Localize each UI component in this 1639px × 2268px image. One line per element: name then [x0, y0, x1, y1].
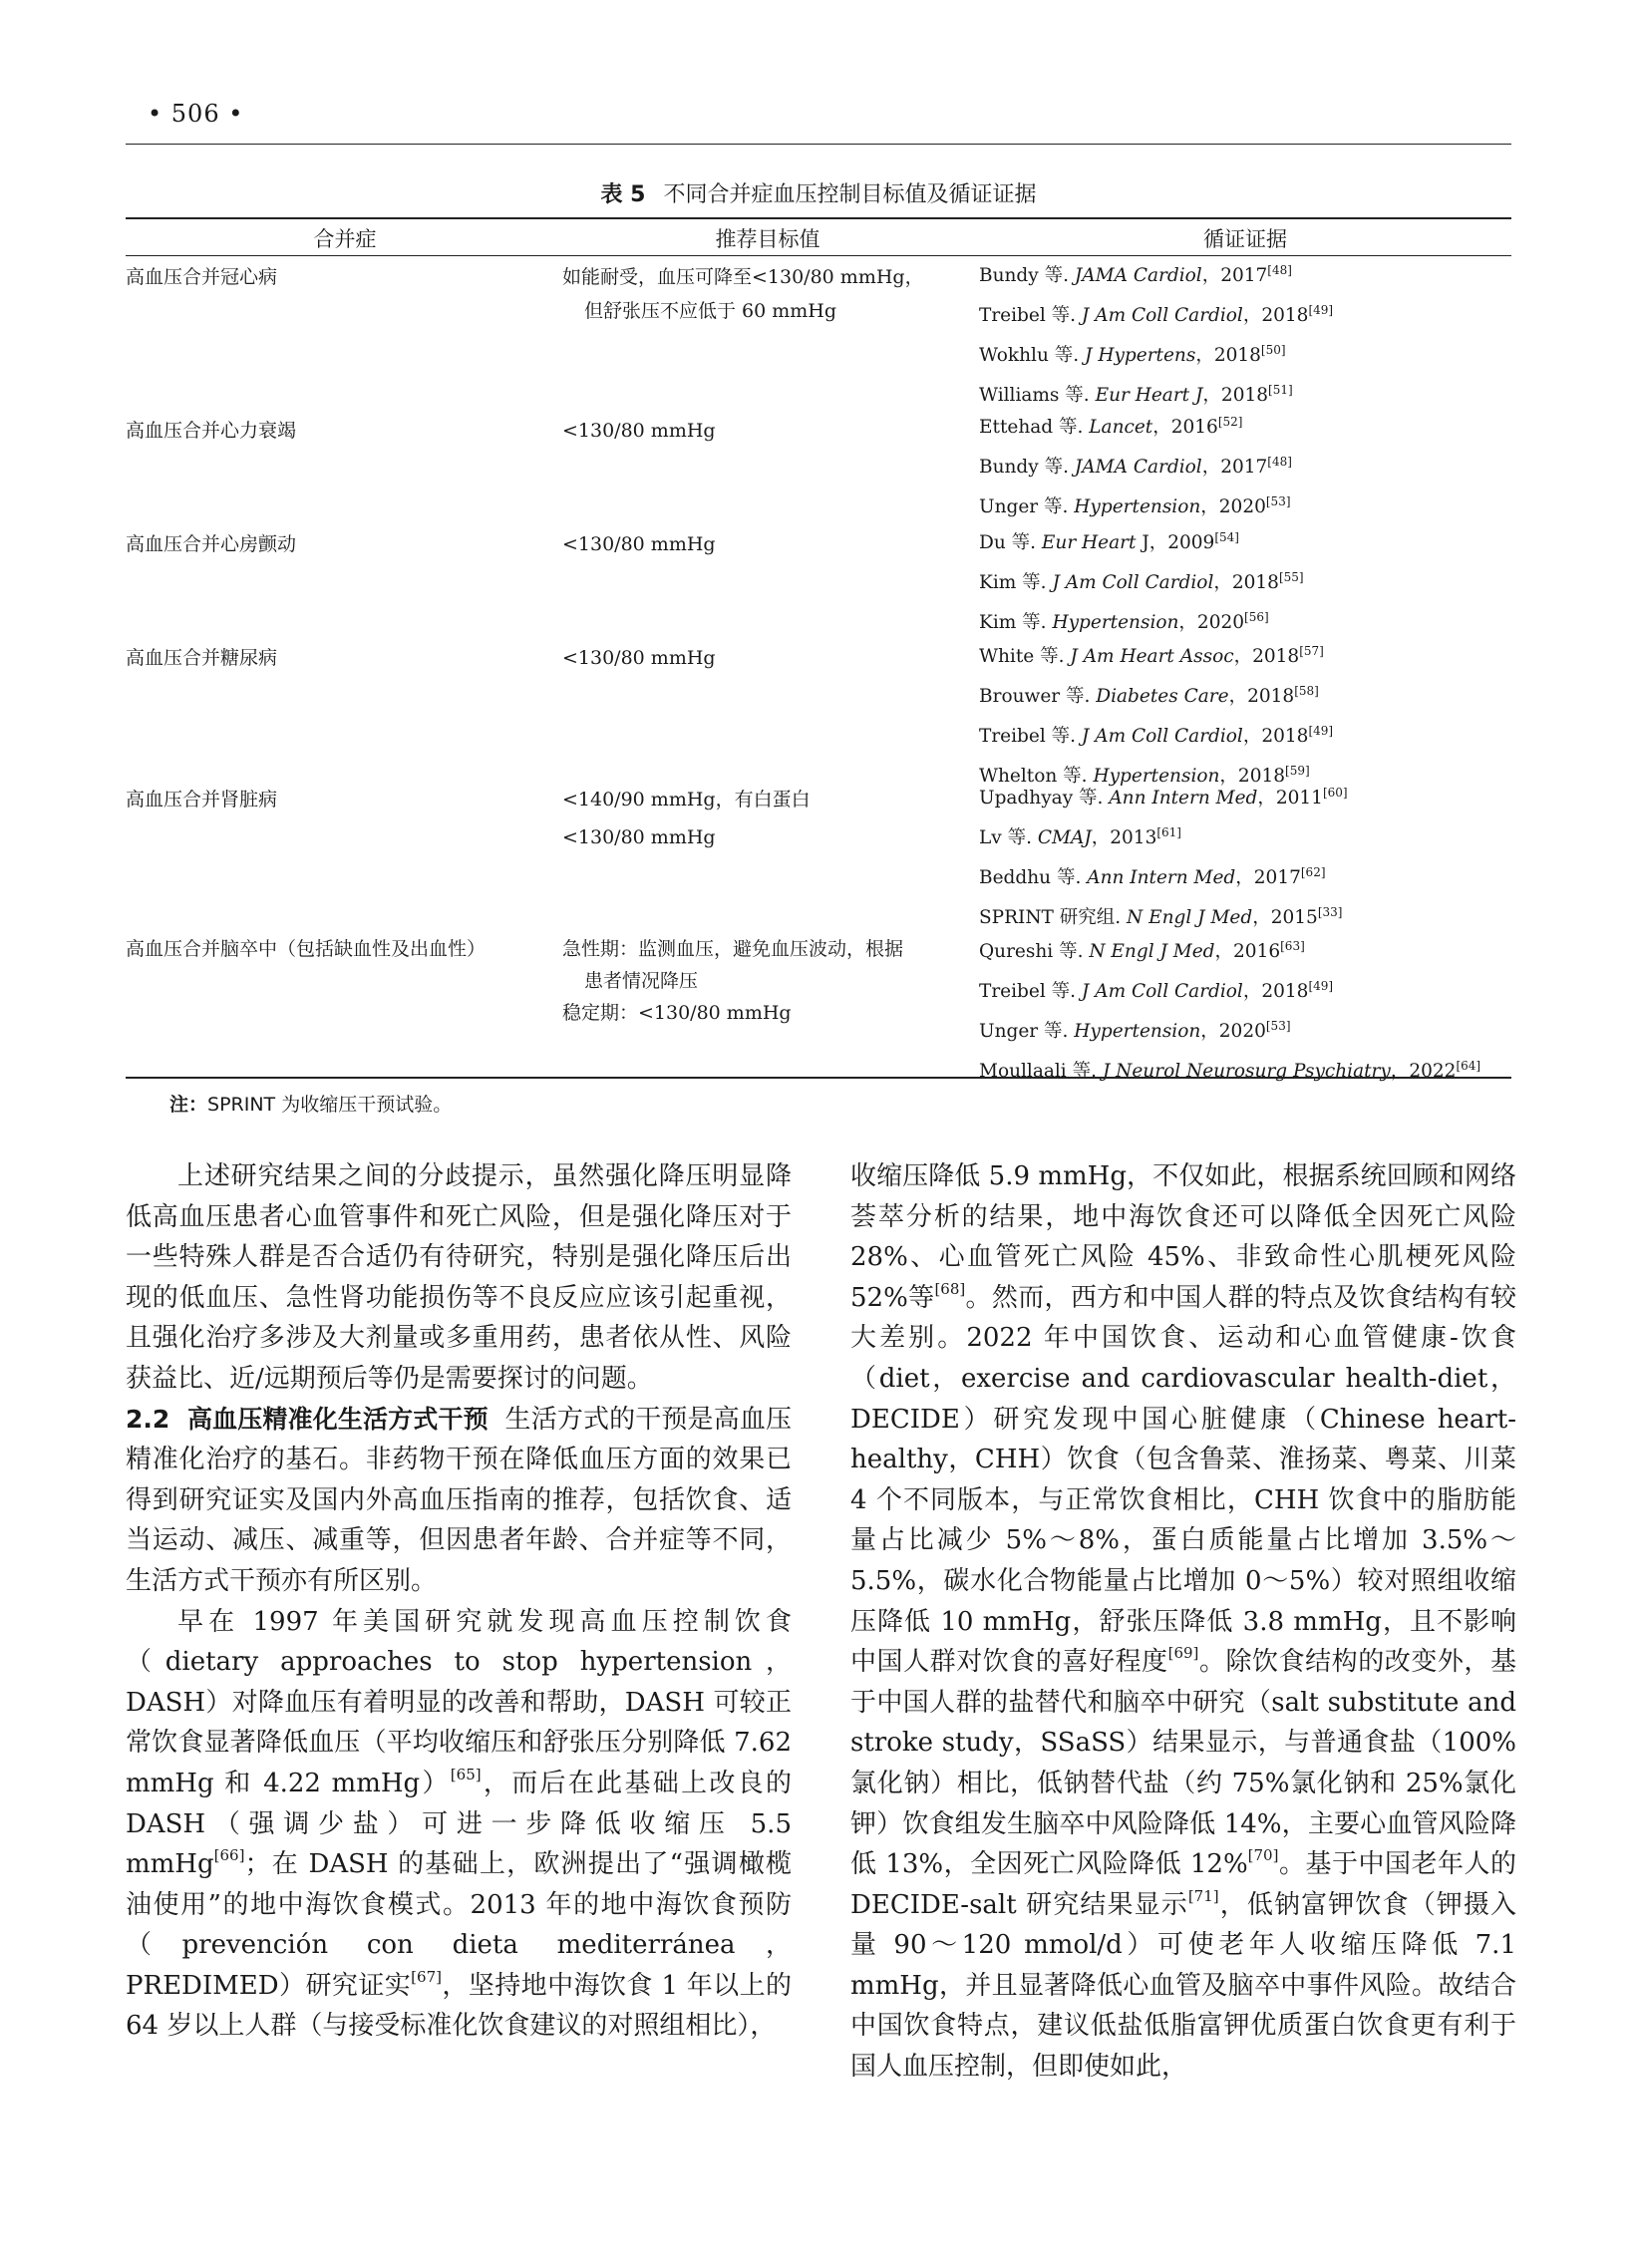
citation: [53] [1265, 494, 1291, 508]
evidence-journal: Hypertension [1074, 1021, 1201, 1042]
condition-cell: 高血压合并冠心病 [126, 266, 278, 288]
evidence-author: Unger 等. [979, 496, 1069, 517]
evidence-author: Qureshi 等. [979, 941, 1084, 962]
paragraph-text: 。除饮食结构的改变外，基于中国人群的盐替代和脑卒中研究（salt substitute and stroke study，SSaSS）结果显示，与普通食盐（100%氯化钠）相比，低钠替代盐（约 75%氯化钠和 25%氯化钾）饮食组发生脑卒中风险降低 14%，主要心血管风险降低 13%，全因死亡风险降低 12% [850, 1647, 1516, 1880]
evidence-year: ，2017 [1235, 867, 1301, 888]
evidence-author: Brouwer 等. [979, 686, 1091, 707]
evidence-entry [979, 977, 1333, 1003]
evidence-entry [979, 453, 1292, 479]
table-header-rule [126, 255, 1511, 256]
citation: [69] [1167, 1644, 1199, 1663]
evidence-journal: CMAJ [1037, 827, 1092, 848]
evidence-author: Du 等. [979, 532, 1037, 553]
paragraph-text: ，而后在此基础上改良的 DASH（强调少盐）可进一步降低收缩压 5.5 mmHg [126, 1768, 792, 1880]
evidence-entry [979, 261, 1292, 287]
table-top-rule [126, 217, 1511, 219]
paragraph-text: 早在 1997 年美国研究就发现高血压控制饮食（dietary approaches to stop hypertension，DASH）对降血压有着明显的改善和帮助，DASH 可较正常饮食显著降低血压（平均收缩压和舒张压分别降低 7.62 mmHg 和 4.22 mmHg） [126, 1606, 792, 1798]
citation: [60] [1322, 786, 1348, 800]
evidence-year: ，2022 [1390, 1061, 1457, 1082]
column-header-target: 推荐目标值 [715, 227, 820, 251]
section-title: 高血压精准化生活方式干预 [187, 1404, 489, 1434]
evidence-journal: Eur Heart [1041, 532, 1137, 553]
target-cell-line: 患者情况降压 [584, 970, 699, 992]
evidence-journal: J Am Heart Assoc [1070, 646, 1234, 667]
evidence-entry [979, 823, 1181, 849]
evidence-journal: N Engl J Med [1089, 941, 1215, 962]
evidence-author: Wokhlu 等. [979, 345, 1080, 366]
evidence-journal: J Am Coll Cardiol [1052, 572, 1214, 593]
paragraph-text: ，坚持地中海饮食 1 年以上的 64 岁以上人群（与接受标准化饮食建议的对照组相比）， [126, 1970, 792, 2042]
evidence-author: Moullaali 等. [979, 1061, 1097, 1082]
paragraph-text: ，低钠富钾饮食（钾摄入量 90～120 mmol/d）可使老年人收缩压降低 7.1 mmHg，并且显著降低心血管及脑卒中事件风险。故结合中国饮食特点，建议低盐低脂富钾优质蛋白饮食更有利于国人血压控制，但即使如此， [850, 1889, 1516, 2083]
condition-cell: 高血压合并肾脏病 [126, 789, 278, 810]
citation: [49] [1308, 979, 1334, 993]
condition-cell: 高血压合并心房颤动 [126, 533, 297, 555]
citation: [70] [1247, 1846, 1279, 1865]
evidence-author: White 等. [979, 646, 1065, 667]
citation: [51] [1268, 383, 1293, 397]
evidence-year: ，2018 [1213, 572, 1279, 593]
evidence-entry [979, 608, 1269, 634]
citation: [48] [1267, 263, 1292, 277]
evidence-author: Unger 等. [979, 1021, 1069, 1042]
target-cell-line: <130/80 mmHg [562, 420, 716, 442]
evidence-entry [979, 784, 1348, 810]
body-column-left [126, 1156, 792, 2047]
column-header-condition: 合并症 [313, 227, 377, 251]
condition-cell: 高血压合并糖尿病 [126, 647, 278, 669]
evidence-author: Treibel 等. [979, 726, 1077, 747]
section-paragraph [126, 1400, 792, 1602]
table-bottom-rule [126, 1077, 1511, 1079]
citation: [33] [1317, 905, 1343, 919]
table-label: 表 5 [600, 182, 646, 207]
evidence-journal: JAMA Cardiol [1074, 265, 1202, 286]
evidence-year: ，2020 [1200, 496, 1266, 517]
citation: [54] [1214, 530, 1239, 544]
condition-cell: 高血压合并心力衰竭 [126, 420, 297, 442]
table-caption [126, 177, 1511, 208]
evidence-year: ，2015 [1252, 907, 1318, 928]
table-note-label: 注： [169, 1094, 208, 1116]
citation: [55] [1278, 570, 1304, 584]
citation: [64] [1456, 1059, 1481, 1073]
citation: [53] [1265, 1019, 1291, 1033]
table-note [169, 1090, 452, 1117]
citation: [50] [1260, 343, 1286, 357]
evidence-year: ，2018 [1233, 646, 1300, 667]
target-cell-line: <140/90 mmHg，有白蛋白 [562, 789, 811, 810]
evidence-journal: N Engl J Med [1127, 907, 1253, 928]
evidence-journal: Ann Intern Med [1109, 788, 1258, 809]
target-cell-line: 但舒张压不应低于 60 mmHg [584, 300, 837, 322]
target-cell-line: <130/80 mmHg [562, 826, 716, 848]
table-note-text: SPRINT 为收缩压干预试验。 [207, 1094, 453, 1116]
evidence-year: ，2017 [1201, 265, 1268, 286]
evidence-entry [979, 682, 1319, 708]
citation: [66] [213, 1846, 245, 1865]
table-title: 不同合并症血压控制目标值及循证证据 [663, 182, 1037, 207]
evidence-entry [979, 301, 1333, 327]
evidence-year: ，2018 [1202, 385, 1269, 406]
citation: [56] [1244, 610, 1269, 624]
section-text: 生活方式的干预是高血压精准化治疗的基石。非药物干预在降低血压方面的效果已得到研究证实及国内外高血压指南的推荐，包括饮食、适当运动、减压、减重等，但因患者年龄、合并症等不同，生活方式干预亦有所区别。 [126, 1404, 792, 1596]
evidence-entry [979, 642, 1324, 668]
evidence-journal: Lancet [1089, 417, 1153, 438]
evidence-journal: Diabetes Care [1096, 686, 1229, 707]
evidence-entry [979, 341, 1286, 367]
citation: [49] [1308, 303, 1334, 317]
evidence-author: Treibel 等. [979, 305, 1077, 326]
evidence-journal: Ann Intern Med [1087, 867, 1236, 888]
citation: [67] [411, 1967, 442, 1986]
evidence-year: ，2017 [1201, 457, 1268, 478]
evidence-year: ，2018 [1242, 981, 1309, 1002]
evidence-year: ，2018 [1242, 305, 1309, 326]
column-header-evidence: 循证证据 [1203, 227, 1287, 251]
evidence-journal: J Neurol Neurosurg Psychiatry [1102, 1061, 1391, 1082]
evidence-journal: J Am Coll Cardiol [1081, 305, 1243, 326]
evidence-journal: J Hypertens [1085, 345, 1196, 366]
evidence-author: Bundy 等. [979, 265, 1069, 286]
evidence-entry [979, 722, 1333, 748]
evidence-entry [979, 413, 1242, 439]
citation: [68] [934, 1279, 966, 1298]
evidence-year: ，2018 [1228, 686, 1295, 707]
citation: [59] [1285, 764, 1310, 778]
citation: [58] [1294, 684, 1319, 698]
evidence-author: Beddhu 等. [979, 867, 1082, 888]
evidence-year: ，2018 [1195, 345, 1261, 366]
evidence-journal: J Am Coll Cardiol [1081, 726, 1243, 747]
citation: [65] [450, 1765, 482, 1783]
evidence-entry [979, 528, 1239, 554]
evidence-journal: Hypertension [1052, 612, 1179, 633]
evidence-journal: J Am Coll Cardiol [1081, 981, 1243, 1002]
evidence-year: ，2016 [1152, 417, 1218, 438]
evidence-author: Bundy 等. [979, 457, 1069, 478]
target-cell-line: 急性期：监测血压，避免血压波动，根据 [562, 938, 904, 960]
target-cell-line: <130/80 mmHg [562, 647, 716, 669]
paragraph-text: 收缩压降低 5.9 mmHg，不仅如此，根据系统回顾和网络荟萃分析的结果，地中海饮食还可以降低全因死亡风险 28%、心血管死亡风险 45%、非致命性心肌梗死风险 52%等 [850, 1161, 1516, 1313]
evidence-year: ，2018 [1242, 726, 1309, 747]
target-cell-line: 稳定期：<130/80 mmHg [562, 1002, 792, 1024]
condition-cell: 高血压合并脑卒中（包括缺血性及出血性） [126, 938, 487, 960]
page-header [126, 96, 1511, 145]
target-cell-line: <130/80 mmHg [562, 533, 716, 555]
evidence-year: ，2020 [1200, 1021, 1266, 1042]
citation: [71] [1187, 1886, 1219, 1905]
evidence-author: Ettehad 等. [979, 417, 1084, 438]
evidence-year: J，2009 [1136, 532, 1215, 553]
evidence-author: Kim 等. [979, 572, 1047, 593]
section-number: 2.2 [126, 1404, 170, 1434]
paragraph-text: ；在 DASH 的基础上，欧洲提出了“强调橄榄油使用”的地中海饮食模式。2013 年的地中海饮食预防（prevención con dieta mediterránea，PREDIMED）研究证实 [126, 1849, 792, 2001]
evidence-year: ，2016 [1214, 941, 1281, 962]
evidence-author: Treibel 等. [979, 981, 1077, 1002]
evidence-journal: Hypertension [1074, 496, 1201, 517]
evidence-entry [979, 568, 1304, 594]
section-heading [126, 1405, 489, 1434]
evidence-journal: Eur Heart J [1095, 385, 1203, 406]
body-column-right [850, 1156, 1516, 2088]
target-cell-line: 如能耐受，血压可降至<130/80 mmHg， [562, 266, 924, 288]
evidence-entry [979, 1017, 1291, 1043]
citation: [48] [1267, 455, 1292, 469]
paragraph [850, 1156, 1516, 2088]
page-number: • 506 • [148, 100, 244, 128]
evidence-year: ，2020 [1178, 612, 1245, 633]
paragraph: 上述研究结果之间的分歧提示，虽然强化降压明显降低高血压患者心血管事件和死亡风险，但是强化降压对于一些特殊人群是否合适仍有待研究，特别是强化降压后出现的低血压、急性肾功能损伤等不良反应应该引起重视，且强化治疗多涉及大剂量或多重用药，患者依从性、风险获益比、近/远期预后等仍是需要探讨的问题。 [126, 1161, 792, 1394]
evidence-author: SPRINT 研究组. [979, 907, 1122, 928]
paragraph-text: 。然而，西方和中国人群的特点及饮食结构有较大差别。2022 年中国饮食、运动和心血管健康-饮食（diet，exercise and cardiovascular health-diet，DECIDE）研究发现中国心脏健康（Chinese heart-healthy，CHH）饮食（包含鲁菜、淮扬菜、粤菜、川菜 4 个不同版本，与正常饮食相比，CHH 饮食中的脂肪能量占比减少 5%～8%，蛋白质能量占比增加 3.5%～5.5%，碳水化合物能量占比增加 0～5%）较对照组收缩压降低 10 mmHg，舒张压降低 3.8 mmHg，且不影响中国人群对饮食的喜好程度 [850, 1282, 1516, 1678]
evidence-entry [979, 492, 1291, 518]
evidence-year: ，2018 [1219, 766, 1286, 787]
evidence-author: Williams 等. [979, 385, 1090, 406]
evidence-author: Lv 等. [979, 827, 1032, 848]
evidence-entry [979, 903, 1342, 929]
evidence-entry [979, 937, 1305, 963]
evidence-year: ，2013 [1091, 827, 1157, 848]
evidence-year: ，2011 [1257, 788, 1323, 809]
paragraph [126, 1602, 792, 2048]
citation: [63] [1280, 939, 1305, 953]
citation: [49] [1308, 724, 1334, 738]
evidence-author: Whelton 等. [979, 766, 1088, 787]
paragraph-text: 。基于中国老年人的 DECIDE-salt 研究结果显示 [850, 1849, 1516, 1920]
evidence-author: Upadhyay 等. [979, 788, 1104, 809]
evidence-entry [979, 381, 1293, 407]
citation: [61] [1156, 825, 1181, 839]
evidence-author: Kim 等. [979, 612, 1047, 633]
citation: [57] [1299, 644, 1324, 658]
evidence-entry [979, 1057, 1480, 1083]
citation: [62] [1300, 865, 1326, 879]
evidence-journal: JAMA Cardiol [1074, 457, 1202, 478]
evidence-entry [979, 863, 1326, 889]
evidence-journal: Hypertension [1093, 766, 1220, 787]
citation: [52] [1217, 415, 1243, 429]
